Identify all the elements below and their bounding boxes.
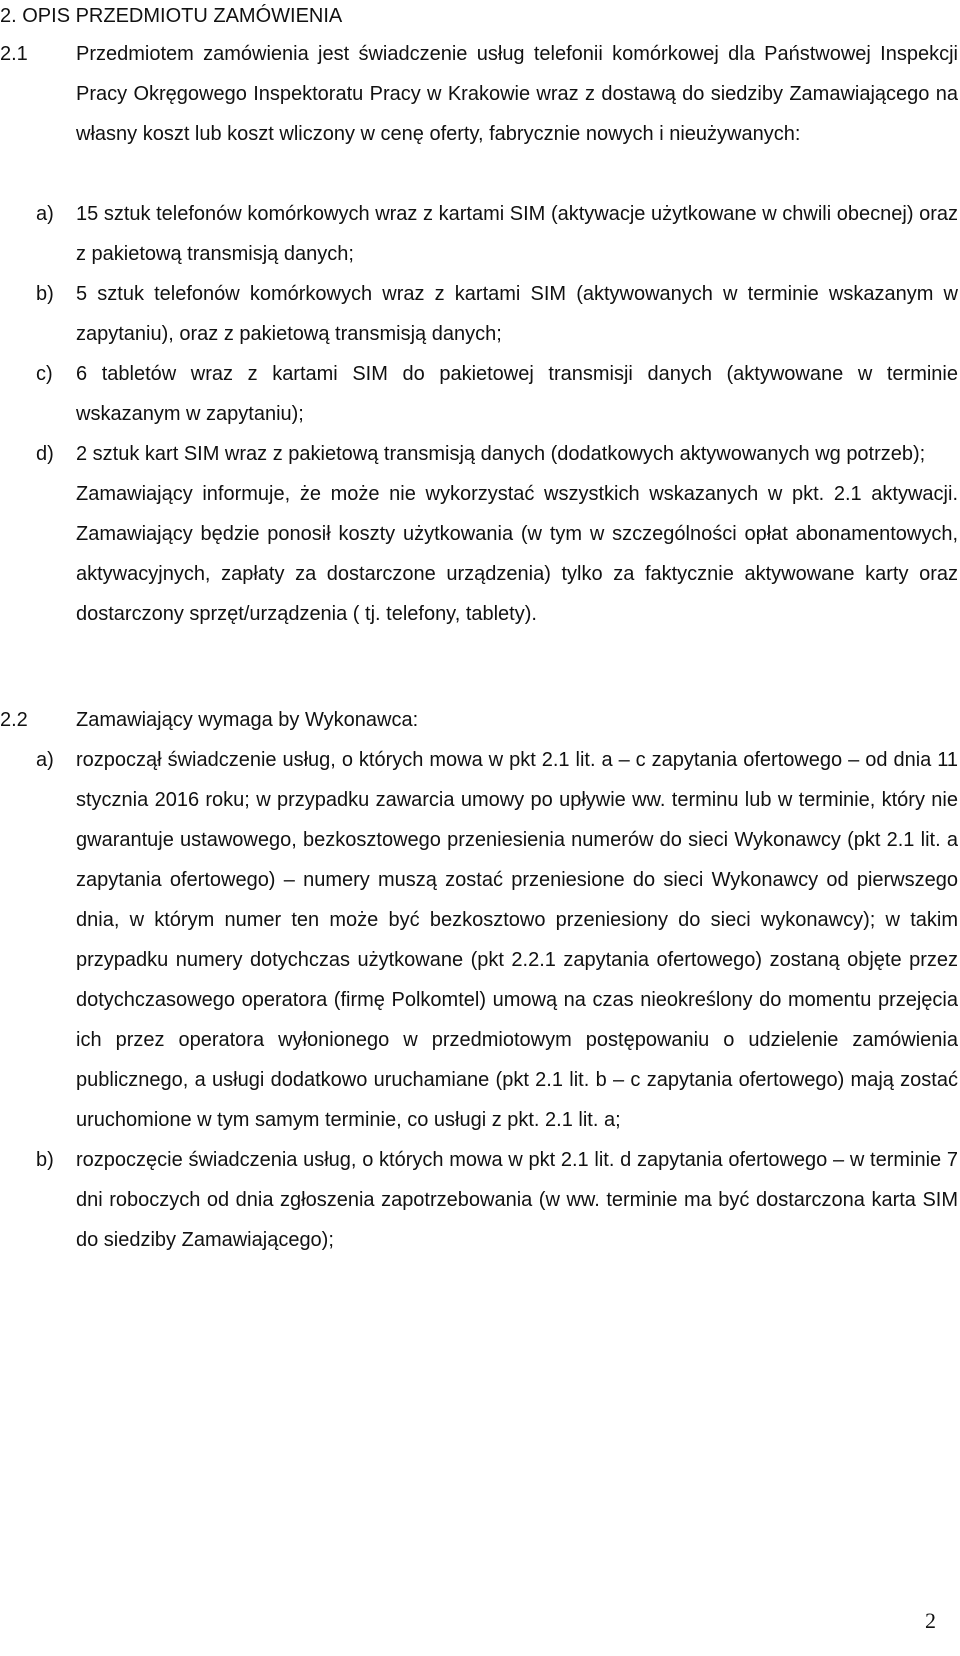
section-number: 2.2: [0, 709, 28, 731]
item-text: 6 tabletów wraz z kartami SIM do pakietowej transmisji danych (aktywowane w terminie wskazanym w zapytaniu);: [76, 363, 958, 425]
item-text: rozpoczął świadczenie usług, o których mowa w pkt 2.1 lit. a – c zapytania ofertowego – od dnia 11 stycznia 2016 roku; w przypadku zawarcia umowy po upływie ww. terminu lub w terminie, który nie gwarantuje ustawowego, bezkosztowego przeniesienia numerów do sieci Wykonawcy (pkt 2.1 lit. a zapytania ofertowego) – numery muszą zostać przeniesione do sieci Wykonawcy od pierwszego dnia, w którym numer ten może być bezkosztowo przeniesiony do sieci wykonawcy); w takim przypadku numery dotychczas użytkowane (pkt 2.2.1 zapytania ofertowego) zostaną objęte przez dotychczasowego operatora (firmę Polkomtel) umową na czas nieokreślony do momentu przejęcia ich przez operatora wyłonionego w przedmiotowym postępowaniu o udzielenie zamówienia publicznego, a usługi dodatkowo uruchamiane (pkt 2.1 lit. b – c zapytania ofertowego) mają zostać uruchomione w tym samym terminie, co usługi z pkt. 2.1 lit. a;: [76, 749, 958, 1131]
item-text: 2 sztuk kart SIM wraz z pakietową transmisją danych (dodatkowych aktywowanych wg potrzeb);: [76, 443, 926, 465]
item-text: 5 sztuk telefonów komórkowych wraz z kartami SIM (aktywowanych w terminie wskazanym w zapytaniu), oraz z pakietową transmisją danych;: [76, 283, 958, 345]
intro-paragraph: Zamawiający wymaga by Wykonawca:: [76, 709, 419, 731]
item-label: d): [36, 443, 54, 465]
list-item: [0, 740, 960, 1140]
list-item: [0, 194, 960, 274]
intro-paragraph: Przedmiotem zamówienia jest świadczenie usług telefonii komórkowej dla Państwowej Inspekcji Pracy Okręgowego Inspektoratu Pracy w Krakowie wraz z dostawą do siedziby Zamawiającego na własny koszt lub koszt wliczony w cenę oferty, fabrycznie nowych i nieużywanych:: [76, 43, 958, 145]
item-label: c): [36, 363, 53, 385]
item-label: a): [36, 203, 54, 225]
item-list: [0, 740, 960, 1260]
list-item: [0, 354, 960, 434]
section-body: [76, 34, 958, 154]
item-text: 15 sztuk telefonów komórkowych wraz z kartami SIM (aktywacje użytkowane w chwili obecnej) oraz z pakietową transmisją danych;: [76, 203, 958, 265]
item-label: b): [36, 283, 54, 305]
section-body: [76, 700, 958, 740]
list-item: [0, 434, 960, 474]
list-item: [0, 274, 960, 354]
page-number: 2: [925, 1608, 936, 1633]
item-label: b): [36, 1149, 54, 1171]
item-label: a): [36, 749, 54, 771]
note-paragraph: Zamawiający informuje, że może nie wykorzystać wszystkich wskazanych w pkt. 2.1 aktywacji. Zamawiający będzie ponosił koszty użytkowania (w tym w szczególności opłat abonamentowych, aktywacyjnych, zapłaty za dostarczone urządzenia) tylko za faktycznie aktywowane karty oraz dostarczony sprzęt/urządzenia ( tj. telefony, tablety).: [76, 483, 958, 625]
item-list: [0, 194, 960, 634]
section-number: 2.1: [0, 43, 28, 65]
section-heading: 2. OPIS PRZEDMIOTU ZAMÓWIENIA: [0, 5, 343, 27]
item-text: rozpoczęcie świadczenia usług, o których mowa w pkt 2.1 lit. d zapytania ofertowego – w terminie 7 dni roboczych od dnia zgłoszenia zapotrzebowania (w ww. terminie ma być dostarczona karta SIM do siedziby Zamawiającego);: [76, 1149, 958, 1251]
list-item: [0, 1140, 960, 1260]
